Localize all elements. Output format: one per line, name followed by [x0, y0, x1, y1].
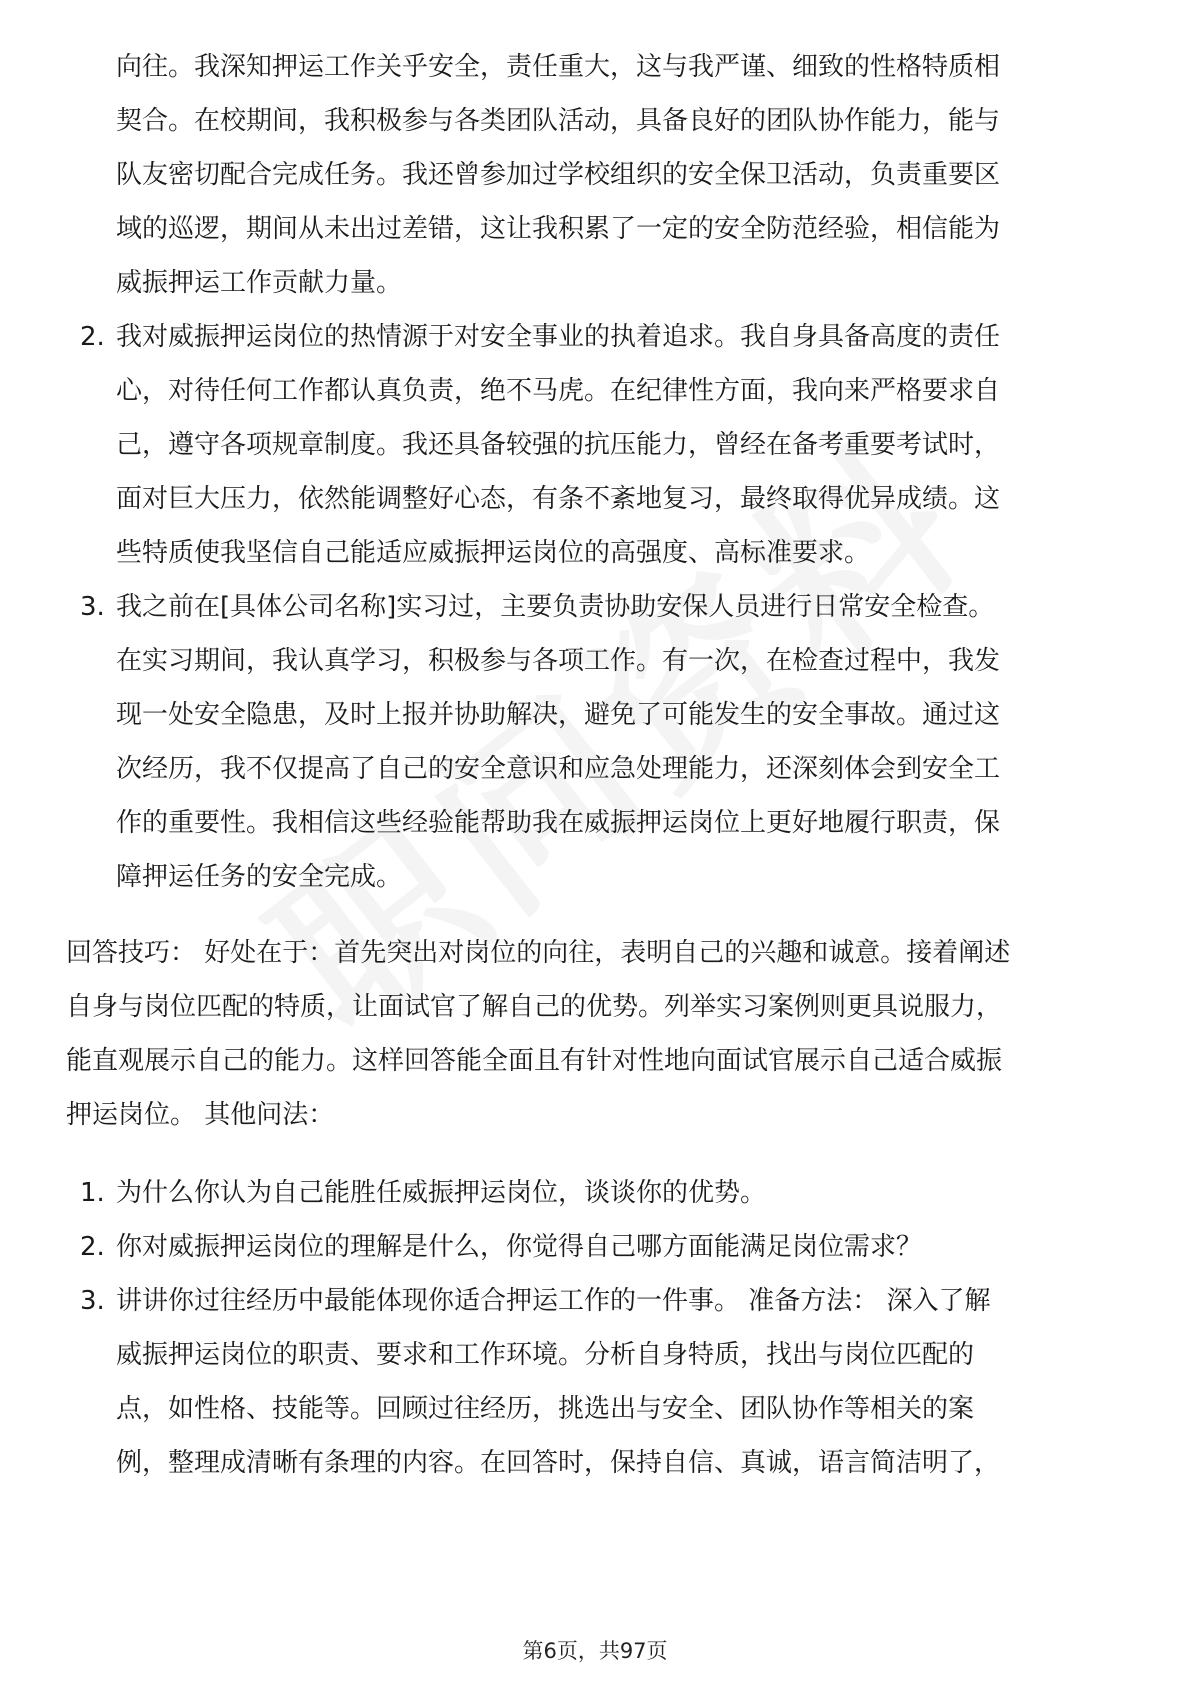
text-line: 押运岗位。 其他问法： [66, 1100, 335, 1130]
text-line: 能直观展示自己的能力。这样回答能全面且有针对性地向面试官展示自己适合威振 [66, 1046, 1003, 1076]
text-line: 自身与岗位匹配的特质，让面试官了解自己的优势。列举实习案例则更具说服力， [66, 992, 1003, 1022]
text-line: 为什么你认为自己能胜任威振押运岗位，谈谈你的优势。 [116, 1178, 767, 1208]
text-line: 讲讲你过往经历中最能体现你适合押运工作的一件事。 准备方法： 深入了解 [116, 1286, 991, 1316]
text-line: 点，如性格、技能等。回顾过往经历，挑选出与安全、团队协作等相关的案 [116, 1394, 975, 1424]
page-footer: 第6页，共97页 [522, 1639, 668, 1663]
text-line: 你对威振押运岗位的理解是什么，你觉得自己哪方面能满足岗位需求？ [116, 1232, 923, 1262]
list-number: 3. [80, 592, 105, 622]
list-number: 2. [80, 1232, 105, 1262]
text-line: 例，整理成清晰有条理的内容。在回答时，保持自信、真诚，语言简洁明了， [116, 1448, 1001, 1478]
text-line: 威振押运岗位的职责、要求和工作环境。分析自身特质，找出与岗位匹配的 [116, 1340, 975, 1370]
list-number: 3. [80, 1286, 105, 1316]
text-line: 在实习期间，我认真学习，积极参与各项工作。有一次，在检查过程中，我发 [116, 646, 1001, 676]
text-line: 面对巨大压力，依然能调整好心态，有条不紊地复习，最终取得优异成绩。这 [116, 484, 1001, 514]
text-line: 回答技巧： 好处在于：首先突出对岗位的向往，表明自己的兴趣和诚意。接着阐述 [66, 938, 1011, 968]
text-line: 队友密切配合完成任务。我还曾参加过学校组织的安全保卫活动，负责重要区 [116, 160, 1001, 190]
text-line: 域的巡逻，期间从未出过差错，这让我积累了一定的安全防范经验，相信能为 [116, 214, 1001, 244]
text-line: 向往。我深知押运工作关乎安全，责任重大，这与我严谨、细致的性格特质相 [116, 52, 1001, 82]
list-number: 1. [80, 1178, 105, 1208]
list-number: 2. [80, 322, 105, 352]
text-line: 次经历，我不仅提高了自己的安全意识和应急处理能力，还深刻体会到安全工 [116, 754, 1001, 784]
text-line: 我对威振押运岗位的热情源于对安全事业的执着追求。我自身具备高度的责任 [116, 322, 1001, 352]
text-line: 己，遵守各项规章制度。我还具备较强的抗压能力，曾经在备考重要考试时， [116, 430, 1001, 460]
text-line: 障押运任务的安全完成。 [116, 862, 403, 892]
text-line: 现一处安全隐患，及时上报并协助解决，避免了可能发生的安全事故。通过这 [116, 700, 1001, 730]
text-line: 作的重要性。我相信这些经验能帮助我在威振押运岗位上更好地履行职责，保 [116, 808, 1001, 838]
text-line: 威振押运工作贡献力量。 [116, 268, 403, 298]
text-line: 些特质使我坚信自己能适应威振押运岗位的高强度、高标准要求。 [116, 538, 871, 568]
text-line: 契合。在校期间，我积极参与各类团队活动，具备良好的团队协作能力，能与 [116, 106, 1001, 136]
text-line: 我之前在[具体公司名称]实习过，主要负责协助安保人员进行日常安全检查。 [116, 592, 995, 622]
text-line: 心，对待任何工作都认真负责，绝不马虎。在纪律性方面，我向来严格要求自 [116, 376, 1001, 406]
